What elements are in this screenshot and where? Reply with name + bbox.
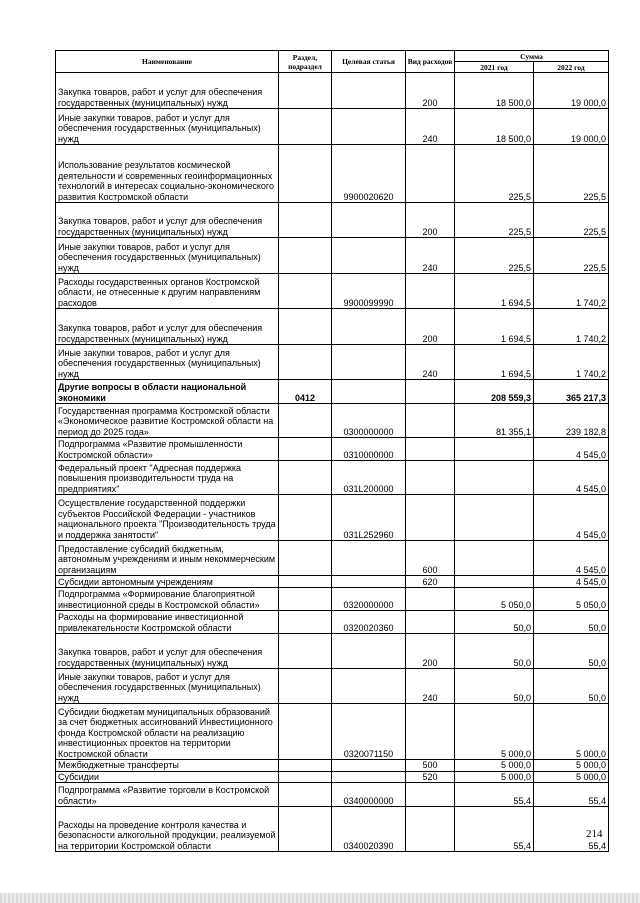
cell-target [332, 73, 406, 109]
cell-2022: 19 000,0 [534, 73, 609, 109]
table-row [56, 588, 609, 611]
cell-section [279, 576, 332, 588]
cell-target [332, 345, 406, 380]
cell-kind [406, 404, 455, 438]
cell-name: Осуществление государственной поддержки субъектов Российской Федерации - участников национального проекта "Производительность труда и поддержка занятости" [56, 495, 279, 541]
cell-kind: 520 [406, 771, 455, 783]
cell-2021: 1 694,5 [455, 274, 534, 309]
cell-2022: 225,5 [534, 238, 609, 274]
table-row [56, 274, 609, 309]
cell-name: Иные закупки товаров, работ и услуг для обеспечения государственных (муниципальных) нужд [56, 238, 279, 274]
header-section: Раздел, подраздел [279, 51, 332, 73]
cell-target: 0320000000 [332, 588, 406, 611]
cell-target [332, 541, 406, 576]
cell-section [279, 309, 332, 345]
cell-2021: 5 000,0 [455, 704, 534, 760]
cell-2021: 55,4 [455, 807, 534, 852]
cell-name: Расходы на формирование инвестиционной привлекательности Костромской области [56, 611, 279, 634]
cell-target: 0320020360 [332, 611, 406, 634]
cell-2022: 5 000,0 [534, 771, 609, 783]
cell-2022: 5 050,0 [534, 588, 609, 611]
cell-target [332, 669, 406, 704]
header-year-2022: 2022 год [534, 62, 609, 73]
cell-section [279, 404, 332, 438]
cell-2021 [455, 461, 534, 495]
table-row [56, 145, 609, 203]
cell-section [279, 345, 332, 380]
cell-name: Федеральный проект "Адресная поддержка повышения производительности труда на предприятиях" [56, 461, 279, 495]
cell-2022: 1 740,2 [534, 274, 609, 309]
cell-name: Субсидии [56, 771, 279, 783]
cell-2021: 5 000,0 [455, 760, 534, 772]
cell-section [279, 73, 332, 109]
cell-section [279, 495, 332, 541]
table-row [56, 73, 609, 109]
cell-2022: 4 545,0 [534, 495, 609, 541]
table-row [56, 438, 609, 461]
cell-name: Подпрограмма «Формирование благоприятной инвестиционной среды в Костромской области» [56, 588, 279, 611]
cell-2022: 4 545,0 [534, 461, 609, 495]
cell-2021: 208 559,3 [455, 380, 534, 404]
cell-name: Закупка товаров, работ и услуг для обеспечения государственных (муниципальных) нужд [56, 203, 279, 238]
cell-section [279, 760, 332, 772]
cell-target [332, 309, 406, 345]
cell-kind: 240 [406, 238, 455, 274]
cell-2021: 81 355,1 [455, 404, 534, 438]
page-number: 214 [586, 828, 603, 840]
cell-2021: 1 694,5 [455, 309, 534, 345]
table-row [56, 760, 609, 772]
cell-name: Иные закупки товаров, работ и услуг для обеспечения государственных (муниципальных) нужд [56, 345, 279, 380]
cell-section [279, 807, 332, 852]
cell-name: Иные закупки товаров, работ и услуг для обеспечения государственных (муниципальных) нужд [56, 109, 279, 145]
cell-target: 9900020620 [332, 145, 406, 203]
cell-target [332, 380, 406, 404]
cell-target: 0340020390 [332, 807, 406, 852]
cell-kind: 620 [406, 576, 455, 588]
cell-target [332, 238, 406, 274]
cell-name: Другие вопросы в области национальной экономики [56, 380, 279, 404]
cell-name: Закупка товаров, работ и услуг для обеспечения государственных (муниципальных) нужд [56, 73, 279, 109]
cell-kind [406, 461, 455, 495]
table-row [56, 669, 609, 704]
cell-kind: 600 [406, 541, 455, 576]
cell-2021: 1 694,5 [455, 345, 534, 380]
cell-2022: 5 000,0 [534, 760, 609, 772]
cell-name: Расходы на проведение контроля качества и безопасности алкогольной продукции, реализуемой на территории Костромской области [56, 807, 279, 852]
cell-name: Иные закупки товаров, работ и услуг для обеспечения государственных (муниципальных) нужд [56, 669, 279, 704]
cell-section [279, 588, 332, 611]
cell-2021 [455, 576, 534, 588]
cell-target: 0300000000 [332, 404, 406, 438]
cell-kind [406, 274, 455, 309]
cell-2022: 19 000,0 [534, 109, 609, 145]
cell-2021: 5 000,0 [455, 771, 534, 783]
cell-target: 031L252960 [332, 495, 406, 541]
cell-2021 [455, 438, 534, 461]
cell-2021: 18 500,0 [455, 73, 534, 109]
cell-target [332, 109, 406, 145]
cell-2021: 50,0 [455, 669, 534, 704]
cell-target: 0320071150 [332, 704, 406, 760]
cell-kind [406, 380, 455, 404]
cell-2022: 1 740,2 [534, 309, 609, 345]
cell-2022: 239 182,8 [534, 404, 609, 438]
cell-2022: 4 545,0 [534, 438, 609, 461]
cell-2021: 50,0 [455, 634, 534, 669]
cell-target [332, 771, 406, 783]
table-row [56, 380, 609, 404]
cell-kind: 200 [406, 309, 455, 345]
cell-2022: 55,4 [534, 783, 609, 807]
scan-edge [0, 893, 640, 903]
cell-target [332, 203, 406, 238]
cell-target: 0340000000 [332, 783, 406, 807]
cell-target: 0310000000 [332, 438, 406, 461]
cell-section [279, 461, 332, 495]
cell-section [279, 669, 332, 704]
cell-section [279, 783, 332, 807]
table-row [56, 495, 609, 541]
cell-section [279, 634, 332, 669]
cell-target [332, 634, 406, 669]
header-target: Целевая статья [332, 51, 406, 73]
table-row [56, 404, 609, 438]
cell-name: Межбюджетные трансферты [56, 760, 279, 772]
table-row [56, 461, 609, 495]
cell-kind: 200 [406, 203, 455, 238]
cell-2022: 50,0 [534, 611, 609, 634]
table-row [56, 541, 609, 576]
table-row [56, 704, 609, 760]
cell-2021: 225,5 [455, 145, 534, 203]
header-sum: Сумма [455, 51, 609, 62]
cell-kind [406, 588, 455, 611]
cell-name: Расходы государственных органов Костромской области, не отнесенные к другим направлениям расходов [56, 274, 279, 309]
cell-kind [406, 704, 455, 760]
cell-target: 9900099990 [332, 274, 406, 309]
table-row [56, 309, 609, 345]
cell-kind [406, 438, 455, 461]
table-row [56, 807, 609, 852]
table-row [56, 576, 609, 588]
cell-section [279, 145, 332, 203]
cell-name: Закупка товаров, работ и услуг для обеспечения государственных (муниципальных) нужд [56, 309, 279, 345]
cell-kind [406, 783, 455, 807]
table-row [56, 611, 609, 634]
cell-section [279, 109, 332, 145]
table-row [56, 771, 609, 783]
table-row [56, 238, 609, 274]
cell-2021 [455, 541, 534, 576]
cell-2022: 5 000,0 [534, 704, 609, 760]
cell-2022: 4 545,0 [534, 576, 609, 588]
cell-target: 031L200000 [332, 461, 406, 495]
cell-2022: 50,0 [534, 669, 609, 704]
cell-kind: 240 [406, 345, 455, 380]
cell-2021: 5 050,0 [455, 588, 534, 611]
cell-section [279, 238, 332, 274]
cell-target [332, 576, 406, 588]
table-row [56, 345, 609, 380]
cell-kind [406, 145, 455, 203]
cell-name: Подпрограмма «Развитие промышленности Костромской области» [56, 438, 279, 461]
cell-kind: 200 [406, 73, 455, 109]
cell-2021: 225,5 [455, 238, 534, 274]
cell-section: 0412 [279, 380, 332, 404]
cell-kind [406, 807, 455, 852]
header-name: Наименование [56, 51, 279, 73]
cell-kind: 240 [406, 669, 455, 704]
cell-target [332, 760, 406, 772]
cell-2022: 1 740,2 [534, 345, 609, 380]
cell-2021: 225,5 [455, 203, 534, 238]
cell-kind [406, 495, 455, 541]
cell-name: Государственная программа Костромской области «Экономическое развитие Костромской области на период до 2025 года» [56, 404, 279, 438]
cell-2021: 50,0 [455, 611, 534, 634]
cell-2022: 4 545,0 [534, 541, 609, 576]
table-row [56, 783, 609, 807]
cell-section [279, 438, 332, 461]
budget-table [55, 50, 609, 852]
cell-section [279, 274, 332, 309]
cell-section [279, 704, 332, 760]
cell-section [279, 771, 332, 783]
cell-section [279, 541, 332, 576]
cell-name: Использование результатов космической деятельности и современных геоинформационных технологий в интересах социально-экономического развития Костромской области [56, 145, 279, 203]
cell-2022: 225,5 [534, 203, 609, 238]
cell-name: Подпрограмма «Развитие торговли в Костромской области» [56, 783, 279, 807]
header-year-2021: 2021 год [455, 62, 534, 73]
table-row [56, 634, 609, 669]
cell-kind: 200 [406, 634, 455, 669]
cell-kind [406, 611, 455, 634]
cell-section [279, 203, 332, 238]
cell-name: Предоставление субсидий бюджетным, автономным учреждениям и иным некоммерческим организациям [56, 541, 279, 576]
cell-kind: 500 [406, 760, 455, 772]
cell-2021 [455, 495, 534, 541]
cell-2021: 55,4 [455, 783, 534, 807]
table-row [56, 203, 609, 238]
cell-kind: 240 [406, 109, 455, 145]
cell-section [279, 611, 332, 634]
cell-name: Закупка товаров, работ и услуг для обеспечения государственных (муниципальных) нужд [56, 634, 279, 669]
cell-2021: 18 500,0 [455, 109, 534, 145]
header-kind: Вид расходов [406, 51, 455, 73]
cell-name: Субсидии автономным учреждениям [56, 576, 279, 588]
cell-2022: 225,5 [534, 145, 609, 203]
cell-2022: 55,4 [534, 807, 609, 852]
cell-2022: 365 217,3 [534, 380, 609, 404]
table-body [56, 73, 609, 852]
table-row [56, 109, 609, 145]
cell-2022: 50,0 [534, 634, 609, 669]
cell-name: Субсидии бюджетам муниципальных образований за счет бюджетных ассигнований Инвестиционного фонда Костромской области на реализацию инвестиционных проектов на территории Костромской области [56, 704, 279, 760]
